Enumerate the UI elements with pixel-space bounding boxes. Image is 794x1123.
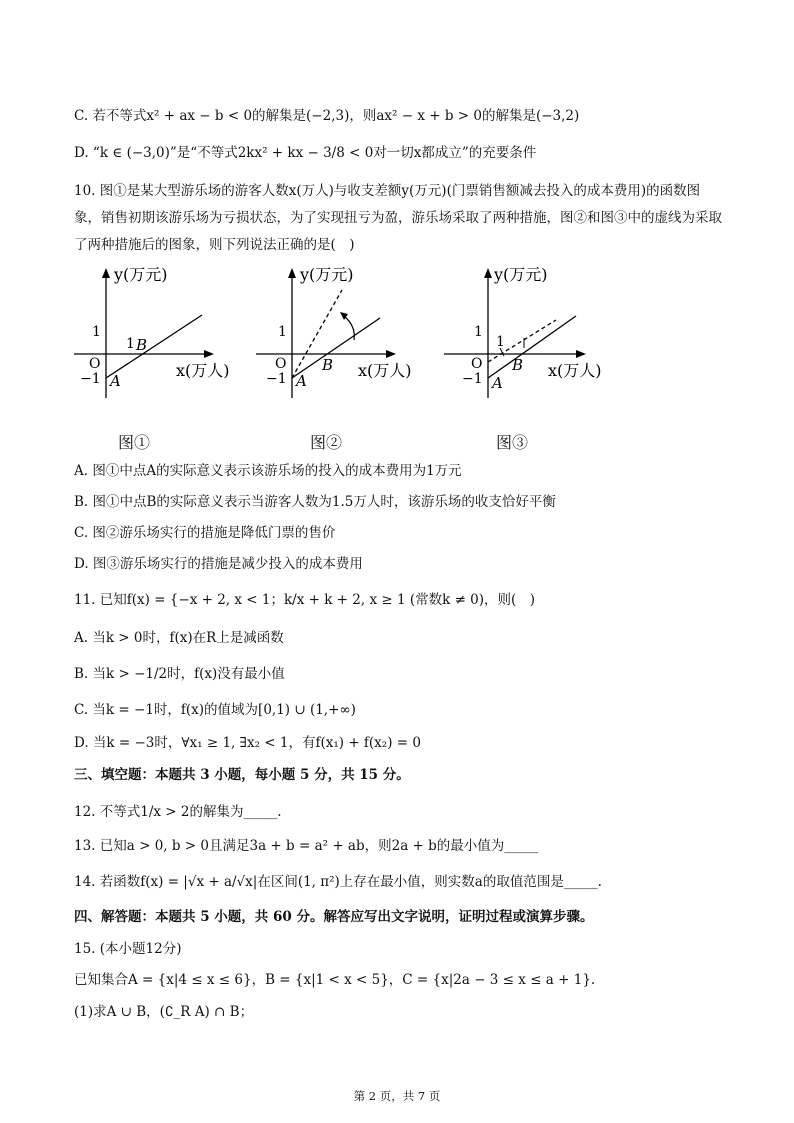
fig1-xlabel: x(万人) [176,361,230,380]
question-13: 13. 已知a > 0, b > 0且满足3a + b = a² + ab，则2a + b的最小值为_____ [74,838,539,854]
page-footer: 第 2 页，共 7 页 [353,1089,441,1103]
fig2-tick-1: 1 [278,324,287,340]
fig2-origin: O [275,356,287,372]
fig3-xlabel: x(万人) [548,361,602,380]
fig1-origin: O [89,356,101,372]
section-4-heading: 四、解答题：本题共 5 小题，共 60 分。解答应写出文字说明，证明过程或演算步骤。 [74,909,594,925]
fig1-ylabel: y(万元) [114,265,168,284]
fig3-tick-x1: 1 [496,334,505,350]
fig1-tick-neg1: −1 [80,371,101,387]
question-15: 15. (本小题12分) [74,941,182,957]
question-14: 14. 若函数f(x) = |√x + a/√x|在区间(1, π²)上存在最小值，则实数a的取值范围是_____. [74,874,602,890]
fig3-point-b: B [512,356,524,374]
fig3-tick-1: 1 [474,324,483,340]
fig2-point-b: B [322,356,334,374]
fig3-ylabel: y(万元) [494,265,548,284]
option-11d: D. 当k = −3时，∀x₁ ≥ 1, ∃x₂ < 1，有f(x₁) + f(x₂) = 0 [74,735,421,751]
figure-2 [252,258,422,408]
option-10b: B. 图①中点B的实际意义表示当游客人数为1.5万人时，该游乐场的收支恰好平衡 [74,494,556,510]
option-10a: A. 图①中点A的实际意义表示该游乐场的投入的成本费用为1万元 [74,463,462,479]
fig1-tick-x1: 1 [126,336,135,352]
caption-fig-2: 图② [310,433,343,452]
figure-1 [70,258,240,408]
fig3-origin: O [471,356,483,372]
fig2-point-a: A [296,372,307,390]
caption-fig-3: 图③ [496,433,529,452]
question-10: 10. 图①是某大型游乐场的游客人数x(万人)与收支差额y(万元)(门票销售额减去投入的成本费用)的函数图象，销售初期该游乐场为亏损状态，为了实现扭亏为盈，游乐场采取了两种措施，图②和图③中的虚线为采取了两种措施后的图象，则下列说法正确的是( ) [74,183,722,253]
fig3-point-a: A [492,374,503,392]
fig1-point-a: A [110,372,121,390]
fig3-tick-neg1: −1 [462,371,483,387]
section-3-heading: 三、填空题：本题共 3 小题，每小题 5 分，共 15 分。 [74,767,410,783]
option-9d: D. “k ∈ (−3,0)”是“不等式2kx² + kx − 3/8 < 0对一切x都成立”的充要条件 [74,145,537,161]
question-15-part1: (1)求A ∪ B，(∁_R A) ∩ B； [74,1004,254,1020]
question-11: 11. 已知f(x) = {−x + 2, x < 1；k/x + k + 2, x ≥ 1 (常数k ≠ 0)，则( ) [74,592,536,608]
option-11b: B. 当k > −1/2时，f(x)没有最小值 [74,666,285,682]
caption-fig-1: 图① [118,433,151,452]
fig1-point-b: B [136,336,148,354]
option-10d: D. 图③游乐场实行的措施是减少投入的成本费用 [74,556,363,572]
option-11c: C. 当k = −1时，f(x)的值域为[0,1) ∪ (1,+∞) [74,702,356,718]
fig2-ylabel: y(万元) [300,265,354,284]
fig2-xlabel: x(万人) [358,361,412,380]
option-9c: C. 若不等式x² + ax − b < 0的解集是(−2,3)，则ax² − x + b > 0的解集是(−3,2) [74,108,580,124]
fig1-tick-1: 1 [92,324,101,340]
fig2-tick-neg1: −1 [266,371,287,387]
option-11a: A. 当k > 0时，f(x)在R上是减函数 [74,630,284,646]
figure-3 [440,258,610,408]
question-15-stem: 已知集合A = {x|4 ≤ x ≤ 6}，B = {x|1 < x < 5}，C = {x|2a − 3 ≤ x ≤ a + 1}. [74,972,596,988]
option-10c: C. 图②游乐场实行的措施是降低门票的售价 [74,525,336,541]
question-12: 12. 不等式1/x > 2的解集为_____. [74,804,282,820]
